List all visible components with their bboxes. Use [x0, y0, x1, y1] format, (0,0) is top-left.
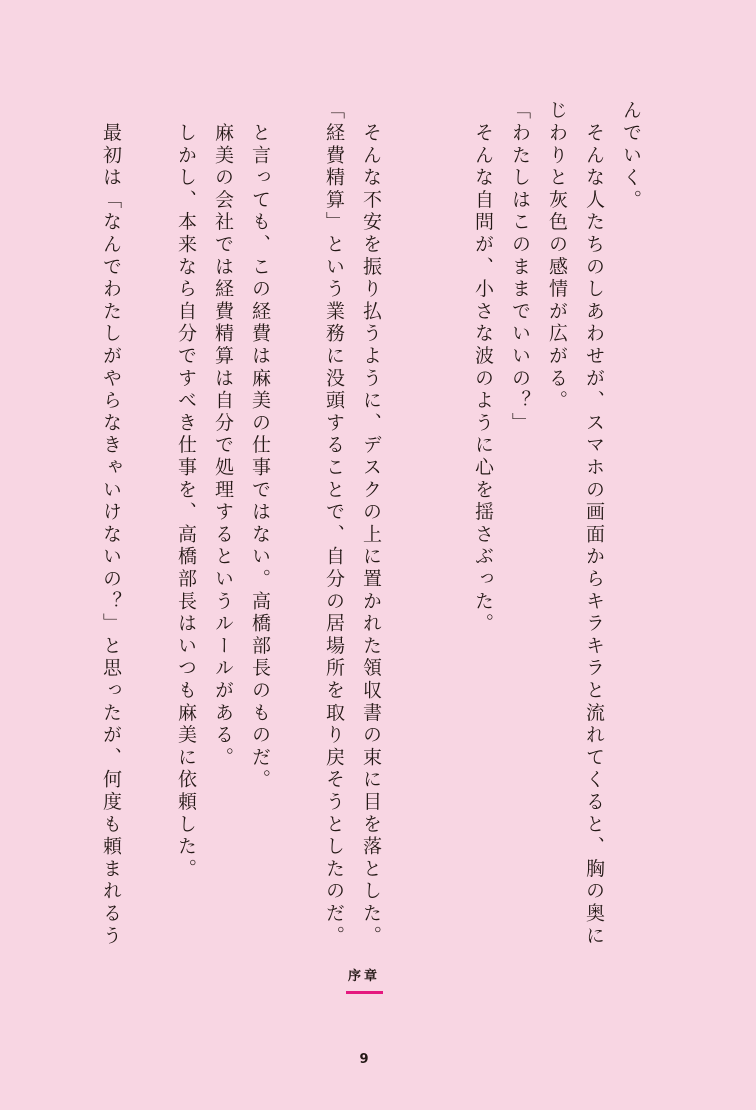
- text-line-4: 「わたしはこのままでいいの？」: [509, 100, 531, 435]
- text-line-6: そんな不安を振り払うように、デスクの上に置かれた領収書の束に目を落とした。: [360, 100, 382, 948]
- blank-line-1: [428, 100, 464, 920]
- text-line-1: んでいく。: [620, 100, 642, 212]
- page-number: 9: [359, 1052, 369, 1067]
- text-line-9: 麻美の会社では経費精算は自分で処理するというルールがある。: [212, 100, 234, 769]
- text-line-7: 「経費精算」という業務に没頭することで、自分の居場所を取り戻そうとしたのだ。: [323, 100, 345, 948]
- text-line-3: じわりと灰色の感情が広がる。: [546, 100, 568, 413]
- chapter-title: 序章: [347, 969, 380, 984]
- text-line-11: 最初は「なんでわたしがやらなきゃいけないの？」と思ったが、何度も頼まれるう: [100, 100, 122, 948]
- text-line-8: と言っても、この経費は麻美の仕事ではない。高橋部長のものだ。: [249, 100, 271, 792]
- blank-line-2: [279, 100, 315, 920]
- text-line-2: そんな人たちのしあわせが、スマホの画面からキラキラと流れてくると、胸の奥に: [583, 100, 605, 948]
- text-line-10: しかし、本来なら自分ですべき仕事を、高橋部長はいつも麻美に依頼した。: [175, 100, 197, 881]
- chapter-title-underline: [346, 991, 383, 994]
- text-line-5: そんな自問が、小さな波のように心を揺さぶった。: [472, 100, 494, 636]
